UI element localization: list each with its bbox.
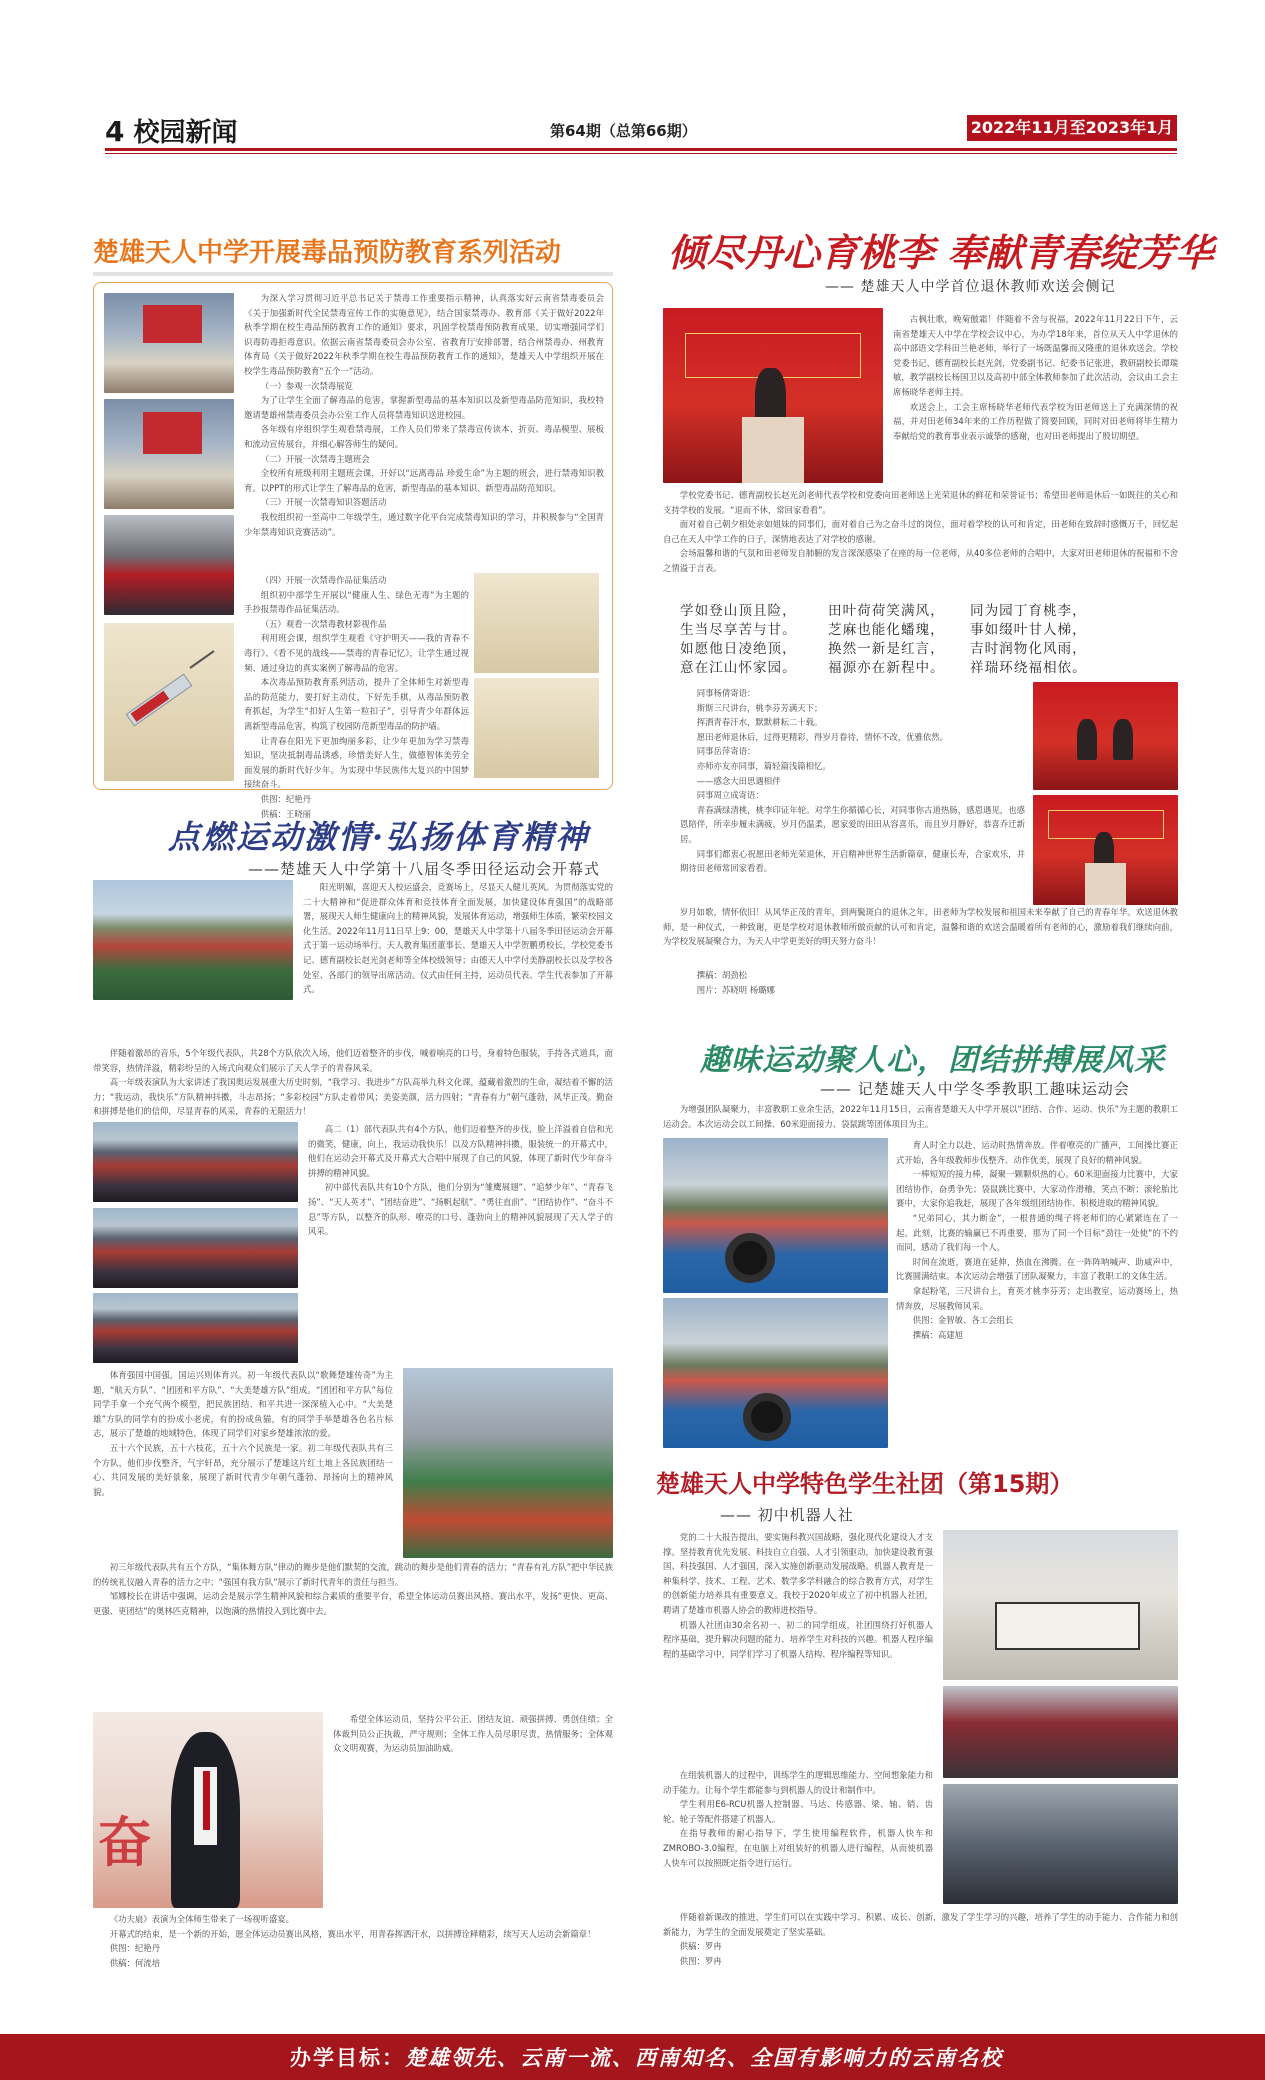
article2-closing: 岁月如歌，情怀依旧！从风华正茂的青年，到两鬓斑白的退休之年，田老师为学校发展和祖国未来奉献了自己的青春年华。欢送退休教师，是一种仪式，一种致谢，更是学校对退休教师所做贡献的认可和肯定，温馨和谐的欢送会温暖着所有老师的心，激励着我们继续向前，为学校发展凝聚合力，为天人中学更美好的明天努力奋斗！: [663, 907, 1178, 947]
photo-syringe-poster: [104, 623, 234, 781]
photo-student-squad: [93, 1208, 298, 1288]
page-number: 4: [105, 115, 125, 148]
article3-body-6: 希望全体运动员，坚持公平公正、团结友谊、顽强拼搏、勇创佳绩；全体裁判员公正执裁，严守规则；全体工作人员尽职尽责，热情服务；全体观众文明观赛，为运动员加油助威。: [333, 1714, 613, 1754]
photo-students: [104, 515, 234, 615]
article3-body-1: 阳光明媚，喜迎天人校运盛会，竞赛场上，尽显天人健儿英风。为贯彻落实党的二十大精神和“促进群众体育和竞技体育全面发展，加快建设体育强国”的战略部署，展现天人师生健康向上的精神风貌，发展体育运动，增强师生体质，繁荣校园文化生活。2022年11月11日早上9：00，楚雄天人中学第十八届冬季田径运动会开幕式于第一运动场举行。天人教育集团董事长、楚雄天人中学贺鹏勇校长，学校党委书记、德育副校长赵光剑老师等全体校级领导；由德天人中学付美静副校长以及学校各处室、各部门的领导出席活动。仪式由任何主持，运动员代表、学生代表参加了开幕式。: [303, 882, 613, 995]
photo-flag-parade: [93, 880, 293, 1000]
header-rule-thin: [105, 153, 1177, 154]
article5-body-3: 伴随着新课改的推进，学生们可以在实践中学习、积累、成长、创新，激发了学生学习的兴趣，培养了学生的动手能力、合作能力和创新能力，为学生的全面发展奠定了坚实基础。 供稿：罗冉 供图：罗冉: [663, 1912, 1178, 1966]
article2-body-mid: 学校党委书记、德育副校长赵光剑老师代表学校和党委向田老师送上光荣退休的鲜花和荣誉证书；希望田老师退休后一如既往的关心和支持学校的发展。“退而不休，常回家看看”。 面对着自己朝夕相处亲如姐妹的同事们，面对着自己为之奋斗过的岗位，面对着学校的认可和肯定，田老师在致辞时感慨万千，回忆起自己在天人中学工作的日子，深情地表达了对学校的感谢。 会场温馨和谐的气氛和田老师发自肺腑的发言深深感染了在座的每一位老师，从40多位老师的合唱中，大家对田老师退休的祝福和不舍之情溢于言表。: [663, 490, 1178, 573]
article1-body-bottom: （四）开展一次禁毒作品征集活动 组织初中部学生开展以“健康人生、绿色无毒”为主题的手抄报禁毒作品征集活动。 （五）观看一次禁毒教材影视作品 利用班会课，组织学生观看《守护明天——我的青春不毒行》、《看不见的战线——禁毒的青春记忆》，让学生通过视频、通过身边的真实案例了解毒品的危害。 本次毒品预防教育系列活动，提升了全体师生对新型毒品的防范能力，要打好主动仗，下好先手棋，从毒品预防教育抓起，为学生“扣好人生第一粒扣子”，引导青少年群体远离新型毒品危害，构筑了校园防范新型毒品的防护墙。 让青春在阳光下更加绚丽多彩，让少年更加为学习禁毒知识，坚决抵制毒品诱惑，珍惜美好人生，做德智体美劳全面发展的新时代好少年。为实现中华民族伟大复兴的中国梦接续奋斗。 供图：纪艳丹 供稿：王晓丽: [244, 575, 469, 819]
article3-body-5: 初三年级代表队共有五个方队，“集体舞方队”律动的舞步是他们默契的交流，跳动的舞步是他们青春的活力；“青春有礼方队”把中华民族的传统礼仪融入青春的活力之中；“强国有我方队”展示了新时代青年的责任与担当。 邹娜校长在讲话中强调，运动会是展示学生精神风貌和综合素质的重要平台，希望全体运动员赛出风格、赛出水平，发扬“更快、更高、更强、更团结”的奥林匹克精神，以饱满的热情投入到比赛中去。: [93, 1562, 613, 1616]
article4-subtitle: —— 记楚雄天人中学冬季教职工趣味运动会: [820, 1080, 1130, 1098]
date-badge: 2022年11月至2023年1月: [967, 115, 1177, 141]
article2-subtitle: —— 楚雄天人中学首位退休教师欢送会侧记: [825, 279, 1116, 295]
article2-body-top: 古枫壮歌，晚菊傲霜！伴随着不舍与祝福，2022年11月22日下午，云南省楚雄天人中学在学校会议中心，为办学18年来，首位从天人中学退休的高中部语文学科田兰艳老师，举行了一场既温馨而又隆重的退休欢送会。学校党委书记、德育副校长赵光剑，党委副书记、纪委书记张进，教研副校长谭瑞敏，教学副校长杨国卫以及高初中部全体教师参加了此次活动，会议由工会主席杨晓华老师主持。 欢送会上，工会主席杨晓华老师代表学校为田老师送上了充满深情的祝福，并对田老师34年来的工作历程做了简要回顾，同时对田老师将毕生精力奉献给党的教育事业表示诚挚的感谢，也对田老师提出了殷切期望。: [893, 314, 1178, 441]
photo-rolling-tire: [663, 1298, 888, 1448]
footer-slogan: 楚雄领先、云南一流、西南知名、全国有影响力的云南名校: [405, 2046, 1003, 2070]
photo-robot-students: [943, 1686, 1178, 1778]
article3-title: 点燃运动激情·弘扬体育精神: [168, 818, 590, 856]
article3-body-3: 高二（1）部代表队共有4个方队，他们迈着整齐的步伐，脸上洋溢着自信和光的微笑，健康，向上，我运动我快乐！以及方队精神抖擞，服装统一的开幕式中，他们在运动会开幕式及开幕式大合唱中展现了自己的风貌，体现了新时代少年奋斗拼搏的精神风貌。 初中部代表队共有10个方队，他们分别为“雏鹰展翅”、“追梦少年”、“青春飞扬”、“天人英才”、“团结奋进”、“扬帆起航”、“勇往直前”、“团结协作”、“奋斗不息”等方队，以整齐的队形、嘹亮的口号、蓬勃向上的精神风貌展现了天人学子的风采。: [308, 1124, 613, 1237]
article1-frame: [93, 282, 613, 819]
article5-body-1: 党的二十大报告提出，要实施科教兴国战略，强化现代化建设人才支撑。坚持教育优先发展、科技自立自强、人才引领驱动，加快建设教育强国、科技强国、人才强国，深入实施创新驱动发展战略。机器人教育是一种集科学、技术、工程、艺术、数学多学科融合的综合教育方式，对学生的创新能力培养具有重要意义。我校于2020年成立了初中机器人社团，聘请了楚雄市机器人协会的教师进校指导。 机器人社团由30余名初一、初二的同学组成，社团围绕打好机器人程序基础，提升解决问题的能力、培养学生对科技的兴趣。机器人程序编程的基础学习中，同学们学习了机器人结构、程序编程等知识。: [663, 1532, 933, 1659]
article2-credits: 撰稿：胡劲松 图片：苏晓明 杨璐娜: [696, 970, 775, 995]
issue-number: 第64期（总第66期）: [550, 122, 697, 140]
poem-column-2: 田叶荷荷笑满风， 芝麻也能化蟠瑰， 换然一新是红言， 福源亦在新程中。: [828, 603, 945, 676]
masthead: [105, 112, 1177, 146]
article4-title: 趣味运动聚人心，团结拼搏展风采: [700, 1043, 1165, 1078]
article5-title: 楚雄天人中学特色学生社团（第15期）: [656, 1470, 1074, 1498]
article4-intro: 为增强团队凝聚力，丰富教职工业余生活，2022年11月15日，云南省楚雄天人中学开展以“团结、合作、运动、快乐”为主题的教职工运动会。本次运动会以工间操、60米迎面接力、袋鼠跳等团体项目为主。: [663, 1104, 1178, 1129]
page-section: [105, 112, 238, 149]
header-rule: [105, 148, 1177, 151]
article3-body-4: 体育强国中国强，国运兴则体育兴。初一年级代表队以“歌舞楚雄传奇”为主题，“航天方队”、“团团和平方队”、“大美楚雄方队”组成。“团团和平方队”每位同学手拿一个充气两个模型，把民族团结、和平共进一深深植入心中。“大美楚雄”方队的同学有的扮成小老虎，有的扮成鱼猫，有的同学手举楚雄各色名片标志，展示了楚雄的地域特色，体现了同学们对家乡楚雄浓浓的爱。 五十六个民族，五十六枝花，五十六个民族是一家。初二年级代表队共有三个方队，他们步伐整齐，气宇轩昂，充分展示了楚雄这片红土地上各民族团结一心、共同发展的美好景象，展现了新时代青少年朝气蓬勃、昂扬向上的精神风貌。: [93, 1370, 393, 1497]
photo-formation: [93, 1122, 298, 1202]
article3-body-7: 《功夫扇》表演为全体师生带来了一场视听盛宴。 开幕式的结束，是一个新的开始，愿全体运动员赛出风格，赛出水平，用青春挥洒汗水，以拼搏诠释精彩，续写天人运动会新篇章！ 供图：纪艳丹 供稿：何流培: [109, 1914, 596, 1968]
photo-robot-mat: [943, 1530, 1178, 1680]
photo-teacher-speech: [1033, 795, 1178, 905]
photo-handwritten-poster-1: [474, 678, 599, 778]
poem-column-3: 同为园丁育桃李， 事如缀叶甘人梯， 吉时润物化风雨， 祥瑞环绕福相依。: [970, 603, 1087, 676]
photo-class-meeting: [104, 399, 234, 509]
photo-retirement-stage: [663, 308, 883, 483]
photo-dance-group: [93, 1293, 298, 1363]
syringe-icon: [104, 623, 234, 781]
article4-body: 育人时全力以赴，运动时热情奔放。伴着嘹亮的广播声，工间操比赛正式开始，各年级教师步伐整齐、动作优美，展现了良好的精神风貌。 一棒短短的接力棒，凝聚一颗颗炽热的心。60米迎面接力比赛中，大家团结协作，奋勇争先；袋鼠跳比赛中，大家动作滑稽，笑点不断；滚轮胎比赛中，大家你追我赶，展现了各年级组团结协作、积极进取的精神风貌。 “兄弟同心，其力断金”，一根普通的绳子将老师们的心紧紧连在了一起。此刻，比赛的输赢已不再重要，那为了同一个目标“劲往一处使”的不约而同，感动了我们每一个人。 时间在流逝，赛道在延伸，热血在沸腾。在一阵阵呐喊声、助威声中，比赛圆满结束。本次运动会增强了团队凝聚力，丰富了教职工的文体生活。 拿起粉笔，三尺讲台上，育英才桃李芬芳；走出教室，运动赛场上，热情奔放，尽展教师风采。 供图：金智敏、各工会组长 撰稿：高建旭: [896, 1140, 1178, 1340]
divider: [93, 272, 613, 276]
article3-body-2: 伴随着激昂的音乐，5个年级代表队，共28个方队依次入场，他们迈着整齐的步伐，喊着响亮的口号，身着特色服装，手持各式道具，面带笑容，热情洋溢，精彩纷呈的入场式向观众们展示了天人学子的青春风采。 高一年级表演队为大家讲述了我国奥运发展重大历史时刻，“我学习、我进步”方队高举九科文化课，蕴藏着激烈的生命，凝结着不懈的活力；“我运动，我快乐”方队精神抖擞，斗志昂扬；“多彩校园”方队走着带风；美姿美颜，活力四射；“青春有力”朝气蓬勃，风华正茂。勤奋和拼搏是他们的信仰，尽显青春的风采，青春的无限活力！: [93, 1048, 613, 1117]
photo-exhibition: [104, 293, 234, 393]
section-title: 校园新闻: [133, 118, 238, 148]
article5-subtitle: —— 初中机器人社: [720, 1506, 854, 1524]
poem-column-1: 学如登山顶且险， 生当尽享苦与甘。 如愿他日凌绝顶， 意在江山怀家园。: [680, 603, 797, 676]
article3-subtitle: ——楚雄天人中学第十八届冬季田径运动会开幕式: [248, 860, 601, 878]
photo-mascot-parade: [403, 1368, 613, 1558]
footer-banner: [0, 2034, 1265, 2080]
article1-body-top: 为深入学习贯彻习近平总书记关于禁毒工作重要指示精神，认真落实好云南省禁毒委员会《关于加强新时代全民禁毒宣传工作的实施意见》，结合国家禁毒办、教育部《关于做好2022年秋季学期在校生毒品预防教育工作的通知》要求，巩固学校禁毒预防教育成果，切实增强同学们识毒防毒拒毒意识。依据云南省禁毒委员会办公室、省教育厅安排部署，结合州禁毒办、州教育体育局《关于做好2022年秋季学期在校生毒品预防教育工作的通知》，楚雄天人中学组织开展在校学生毒品预防教育“五个一”活动。 （一）参观一次禁毒展览 为了让学生全面了解毒品的危害，掌握新型毒品的基本知识以及新型毒品防范知识，我校特邀请楚雄州禁毒委员会办公室工作人员将禁毒知识送进校园。 各年级有序组织学生观看禁毒展，工作人员们带来了禁毒宣传读本、折页、毒品模型、展板和流动宣传展台，并细心解答师生的疑问。 （二）开展一次禁毒主题班会 全校所有班级利用主题班会课，开好以“远离毒品 珍爱生命”为主题的班会，进行禁毒知识教育。以PPT的形式让学生了解毒品的危害，新型毒品的基本知识、新型毒品防范知识。 （三）开展一次禁毒知识答题活动 我校组织初一至高中二年级学生，通过数字化平台完成禁毒知识的学习，并积极参与“全国青少年禁毒知识竞赛活动”。: [244, 293, 604, 537]
photo-flowers-handover: [1033, 682, 1178, 790]
article1-title: 楚雄天人中学开展毒品预防教育系列活动: [93, 238, 562, 268]
footer-text: [290, 2042, 1003, 2072]
article2-title: 倾尽丹心育桃李 奉献青春绽芳华: [668, 230, 1214, 275]
banner-character: 奋: [97, 1811, 152, 1875]
photo-principal-speech: [93, 1712, 323, 1908]
article5-body-2: 在组装机器人的过程中，训练学生的逻辑思维能力、空间想象能力和动手能力。让每个学生都能参与到机器人的设计和制作中。 学生利用E6-RCU机器人控制器、马达、传感器、梁、轴、销、齿轮、轮子等配件搭建了机器人。 在指导教师的耐心指导下，学生使用编程软件，机器人快车和ZMROBO-3.0编程，在电脑上对组装好的机器人进行编程，从而使机器人快车可以按照既定指令进行运行。: [663, 1770, 933, 1868]
photo-handwritten-poster-2: [474, 573, 599, 673]
photo-robot-assembly: [943, 1784, 1178, 1904]
photo-tire-race: [663, 1138, 888, 1293]
article2-letters: 同事杨倩寄语： 斯斯三尺讲台，桃李芬芳满天下； 挥洒青春汗水，默默耕耘二十载。 愿田老师退休后，过得更精彩，得岁月眷待，情怀不改，优雅依然。 同事岳萍寄语： 亦师亦友亦同事，篇轻篇浅篇相忆。 ——感念大田思遇相伴 同事周立成寄语： 青春满绿清桃，桃李印证年轮。对学生你循循心长，对同事你古道热肠，感恩遇见，也感恩陪伴，所幸步履未满疲，岁月仍温柔，愿家爱的田田从容喜乐，而且岁月静好，恭喜乔迁新居。 同事们都衷心祝愿田老师光荣退休，开启精神世界生活新篇章，健康长寿，合家欢乐，并期待田老师常回家看看。: [680, 688, 1025, 874]
footer-label: 办学目标：: [290, 2046, 405, 2070]
